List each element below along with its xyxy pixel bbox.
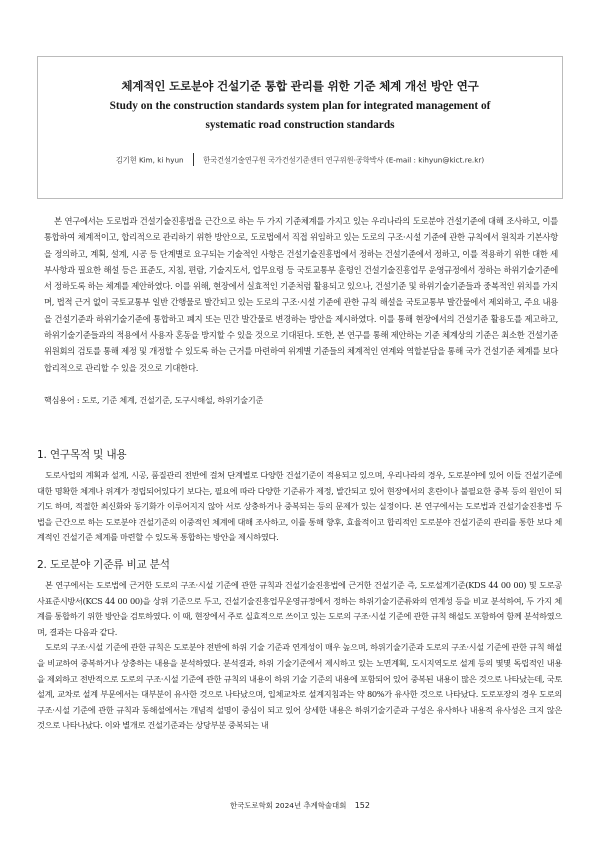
section1-heading: 1. 연구목적 및 내용 [37,449,127,461]
section1-body [37,468,562,546]
author-affiliation: 한국건설기술연구원 국가건설기준센터 연구위원·공학박사 (E-mail : kihyun@kict.re.kr) [203,155,485,165]
section1-paragraph: 도로사업의 계획과 설계, 시공, 품질관리 전반에 걸쳐 단계별로 다양한 건설기준이 적용되고 있으며, 우리나라의 경우, 도로분야에 있어 이들 건설기준에 대한 명확한 체계나 위계가 정립되어있다기 보다는, 필요에 따라 다양한 기준류가 제정, 발간되고 있어 현장에서의 혼란이나 불필요한 중복 등의 원인이 되기도 하며, 적절한 최신화와 동기화가 이루어지지 않아 서로 상충하거나 중복되는 등의 문제가 있는 실정이다. 본 연구에서는 도로법과 건설기술진흥법 두 법을 근간으로 하는 도로분야 건설기준의 이중적인 체계에 대해 조사하고, 이를 통해 향후, 효율적이고 합리적인 도로분야 건설기준의 관리를 통한 보다 체계적인 건설기준 체계를 마련할 수 있도록 통합하는 방안을 제시하였다. [37,470,562,543]
section2-paragraph-2: 도로의 구조·시설 기준에 관한 규칙은 도로분야 전반에 하위 기술 기준과 연계성이 매우 높으며, 하위기술기준과 도로의 구조·시설 기준에 관한 규칙 해설을 비교하여 중복하거나 상충하는 내용을 분석하였다. 분석결과, 하위 기술기준에서 제시하고 있는 노면계획, 도시지역도로 설계 등의 몇몇 독립적인 내용을 제외하고 전반적으로 도로의 구조·시설 기준에 관한 규칙의 내용이 하위 기술 기준의 내용에 포함되어 있어 중복된 내용이 많은 것으로 나타났는데, 국토설계, 교차로 설계 부문에서는 대부분이 유사한 것으로 나타났으며, 입체교차로 설계지침과는 약 80%가 유사한 것으로 나타났다. 도로포장의 경우 도로의 구조·시설 기준에 관한 규칙과 동해설에서는 개념적 설명이 중심이 되고 있어 상세한 내용은 하위기술기준과 구성은 유사하나 내용적 유사성은 크지 않은 것으로 나타나났다. 이와 별개로 건설기준과는 상당부분 중복되는 내 [37,642,562,731]
paper-title-english-line2: systematic road construction standards [205,119,395,131]
section2-heading: 2. 도로분야 기준류 비교 분석 [37,559,170,571]
section2-body [37,578,562,734]
paper-title-korean: 체계적인 도로분야 건설기준 통합 관리를 위한 기준 체계 개선 방안 연구 [121,79,479,93]
section2-paragraph-1: 본 연구에서는 도로법에 근거한 도로의 구조·시설 기준에 관한 규칙과 건설기술진흥법에 근거한 건설기준 즉, 도로설계기준(KDS 44 00 00) 및 도로공사표준시방서(KCS 44 00 00)을 상위 기준으로 두고, 건설기술진흥업무운영규정에서 정하는 하위기술기준류와의 연계성 등을 비교 분석하여, 두 가지 체계를 통합하기 위한 방안을 검토하였다. 이 때, 현장에서 주로 실효적으로 쓰이고 있는 도로의 구조·시설 기준에 관한 규칙 해설도 포함하여 함께 분석하였으며, 결과는 다음과 같다. [37,580,562,637]
page-number: 152 [354,801,370,810]
keywords: 핵심용어 : 도로, 기준 체계, 건설기준, 도구시해설, 하위기술기준 [44,395,264,405]
author-line [0,154,600,167]
author-separator [193,153,194,166]
author-name: 김기현 Kim, ki hyun [115,155,184,165]
footer-conference: 한국도로학회 2024년 추계학술대회 [230,801,347,810]
page-footer [0,800,600,811]
abstract-text: 본 연구에서는 도로법과 건설기술진흥법을 근간으로 하는 두 가지 기준체계를 가지고 있는 우리나라의 도로분야 건설기준에 대해 조사하고, 이를 통합하여 체계적이고, 합리적으로 관리하기 위한 방안으로, 도로법에서 직접 위임하고 있는 도로의 구조·시설 기준에 관한 규칙에서 원칙과 기본사항을 정의하고, 계획, 설계, 시공 등 단계별로 요구되는 기술적인 사항은 건설기술진흥법에서 정하는 건설기준에서 정하고, 이를 적용하기 위한 대한 세부사항과 필요한 해설 등은 표준도, 지침, 편람, 기술지도서, 업무요령 등 국토교통부 훈령인 건설기술진흥업무 운영규정에서 정하는 하위기술기준에서 정하도록 하는 체계를 제안하였다. 이를 위해, 현장에서 실효적인 기준처럼 활용되고 있으나, 건설기준 및 하위기술기준들과 중복적인 위치를 가지며, 법적 근거 없이 국토교통부 일반 간행물로 발간되고 있는 도로의 구조·시설 기준에 관한 규칙 해설을 국토교통부 발간물에서 제외하고, 주요 내용을 건설기준과 하위기술기준에 통합하고 폐지 또는 민간 발간물로 변경하는 방안을 제시하였다. 이를 통해 현장에서의 건설기준 활용도를 제고하고, 하위기술기준들과의 적용에서 사용자 혼동을 방지할 수 있을 것으로 기대된다. 또한, 본 연구를 통해 제안하는 기준 체계상의 기준은 최소한 건설기준위원회의 검토를 통해 제정 및 개정할 수 있도록 하는 근거를 마련하여 위계별 기준들의 체계적인 연계와 역할분담을 통해 국가 건설기준 체계를 보다 합리적으로 관리할 수 있을 것으로 기대한다. [44,216,558,373]
paper-title-english-line1: Study on the construction standards system plan for integrated management of [109,100,491,112]
abstract [44,213,558,376]
